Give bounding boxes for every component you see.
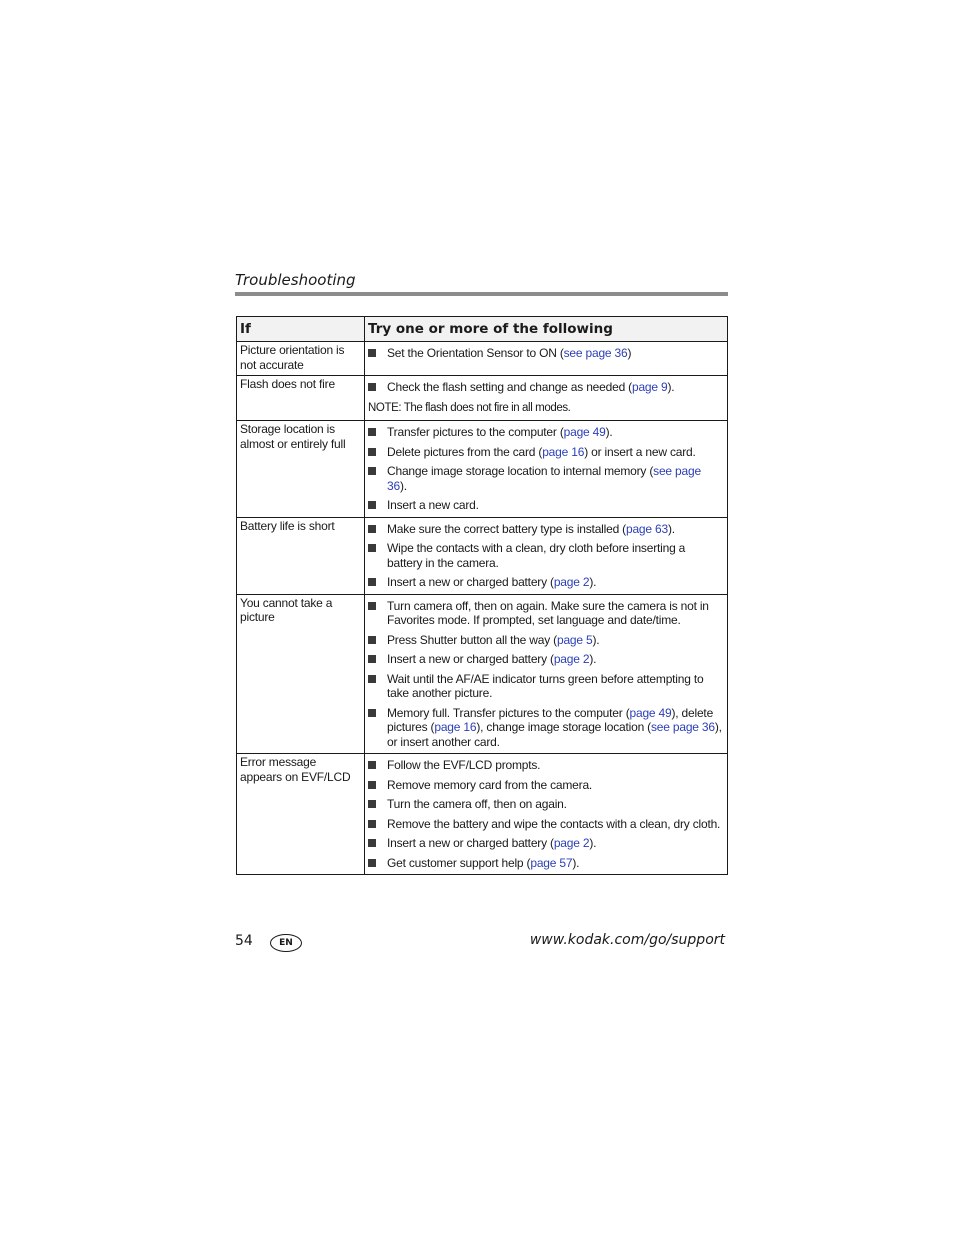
action-text: Remove memory card from the camera.	[387, 777, 593, 792]
condition-cell: Flash does not fire	[237, 376, 365, 421]
column-header-if: If	[237, 317, 365, 342]
action-text: Transfer pictures to the computer (	[387, 425, 564, 439]
action-text: ).	[572, 855, 580, 870]
action-text: ).	[589, 652, 597, 666]
table-row	[237, 517, 728, 594]
action-list	[368, 522, 723, 590]
condition-cell: You cannot take a picture	[237, 594, 365, 754]
square-bullet-icon	[368, 709, 376, 717]
action-item	[368, 522, 723, 537]
action-item	[368, 445, 723, 460]
condition-cell: Picture orientation is not accurate	[237, 342, 365, 376]
action-text: Remove the battery and wipe the contacts with a clean, dry cloth.	[387, 816, 721, 831]
action-item	[368, 817, 723, 832]
action-text: Get customer support help (	[387, 855, 531, 870]
square-bullet-icon	[368, 467, 376, 475]
actions-cell	[365, 342, 728, 376]
square-bullet-icon	[368, 349, 376, 357]
square-bullet-icon	[368, 525, 376, 533]
action-list	[368, 425, 723, 513]
page-link[interactable]: page 2	[553, 836, 590, 850]
page-link[interactable]: page 63	[625, 521, 668, 536]
action-text: ).	[589, 575, 597, 589]
square-bullet-icon	[368, 781, 376, 789]
action-item	[368, 706, 723, 750]
action-text: Check the flash setting and change as needed (	[387, 380, 632, 394]
action-text: Follow the EVF/LCD prompts.	[387, 758, 541, 772]
action-text: ).	[605, 425, 613, 439]
action-item	[368, 758, 723, 773]
actions-cell	[365, 421, 728, 518]
page-link[interactable]: page 2	[553, 575, 590, 589]
action-item	[368, 856, 723, 871]
action-text: ), change image storage location (	[476, 720, 651, 734]
action-item	[368, 778, 723, 793]
section-title: Troubleshooting	[235, 271, 356, 289]
table-row	[237, 754, 728, 875]
action-text: ).	[667, 380, 675, 394]
square-bullet-icon	[368, 602, 376, 610]
action-text: Insert a new or charged battery (	[387, 652, 554, 666]
table-row	[237, 594, 728, 754]
square-bullet-icon	[368, 501, 376, 509]
action-text: Turn camera off, then on again. Make sure the camera is not in Favorites mode. If prompted, set language and date/time.	[387, 598, 709, 627]
table-row	[237, 376, 728, 421]
page-link[interactable]: page 9	[631, 380, 668, 394]
page-link[interactable]: page 57	[530, 855, 573, 870]
action-text: Press Shutter button all the way (	[387, 632, 557, 647]
action-item	[368, 599, 723, 628]
actions-cell	[365, 754, 728, 875]
action-item	[368, 498, 723, 513]
square-bullet-icon	[368, 800, 376, 808]
page-link[interactable]: see page 36	[650, 720, 715, 734]
action-text: ).	[399, 478, 407, 493]
action-item	[368, 797, 723, 812]
action-text: Wipe the contacts with a clean, dry cloth before inserting a battery in the camera.	[387, 541, 686, 570]
square-bullet-icon	[368, 655, 376, 663]
action-text: Delete pictures from the card (	[387, 444, 543, 459]
square-bullet-icon	[368, 448, 376, 456]
page-link[interactable]: page 16	[542, 444, 585, 459]
page-link[interactable]: see page 36	[563, 346, 628, 360]
action-item	[368, 425, 723, 440]
square-bullet-icon	[368, 839, 376, 847]
table-header-row	[237, 317, 728, 342]
table-row	[237, 342, 728, 376]
action-text: Turn the camera off, then on again.	[387, 797, 567, 811]
action-text: Memory full. Transfer pictures to the computer (	[387, 705, 630, 720]
action-text: Insert a new or charged battery (	[387, 575, 554, 589]
square-bullet-icon	[368, 428, 376, 436]
action-list	[368, 380, 723, 395]
action-item	[368, 346, 723, 361]
action-item	[368, 836, 723, 851]
square-bullet-icon	[368, 761, 376, 769]
page-link[interactable]: page 49	[563, 425, 606, 439]
action-text: ), delete pictures (	[387, 705, 714, 734]
action-item	[368, 633, 723, 648]
square-bullet-icon	[368, 859, 376, 867]
action-item	[368, 541, 723, 570]
language-badge: EN	[270, 934, 302, 952]
troubleshooting-table	[236, 316, 728, 875]
page-number: 54	[235, 933, 253, 949]
action-text: Make sure the correct battery type is installed (	[387, 521, 626, 536]
action-item	[368, 575, 723, 590]
page-link[interactable]: page 5	[556, 632, 593, 647]
note-text: NOTE: The flash does not fire in all modes.	[368, 401, 571, 414]
action-text: Change image storage location to internal memory (	[387, 464, 654, 478]
page-link[interactable]: see page 36	[387, 464, 701, 493]
action-item	[368, 464, 723, 493]
actions-cell	[365, 517, 728, 594]
action-text: )	[627, 346, 632, 360]
column-header-try: Try one or more of the following	[365, 317, 728, 342]
page-link[interactable]: page 2	[553, 652, 590, 666]
square-bullet-icon	[368, 544, 376, 552]
actions-cell	[365, 594, 728, 754]
action-item	[368, 672, 723, 701]
header-rule	[235, 292, 728, 296]
square-bullet-icon	[368, 578, 376, 586]
support-url[interactable]: www.kodak.com/go/support	[529, 932, 725, 948]
actions-cell	[365, 376, 728, 421]
square-bullet-icon	[368, 636, 376, 644]
condition-cell: Error message appears on EVF/LCD	[237, 754, 365, 875]
action-text: Insert a new card.	[387, 498, 479, 512]
action-text: Insert a new or charged battery (	[387, 836, 554, 850]
action-text: ).	[589, 836, 597, 850]
square-bullet-icon	[368, 383, 376, 391]
condition-cell: Battery life is short	[237, 517, 365, 594]
table-row	[237, 421, 728, 518]
action-text: ), or insert another card.	[387, 720, 722, 749]
action-text: ).	[592, 632, 600, 647]
action-list	[368, 346, 723, 361]
action-text: Set the Orientation Sensor to ON (	[387, 346, 564, 360]
action-item	[368, 380, 723, 395]
square-bullet-icon	[368, 675, 376, 683]
action-text: ).	[667, 521, 675, 536]
table-body	[237, 342, 728, 875]
action-text: ) or insert a new card.	[584, 444, 696, 459]
action-list	[368, 758, 723, 870]
action-text: Wait until the AF/AE indicator turns green before attempting to take another picture.	[387, 671, 704, 700]
action-list	[368, 599, 723, 750]
square-bullet-icon	[368, 820, 376, 828]
condition-cell: Storage location is almost or entirely full	[237, 421, 365, 518]
page-link[interactable]: page 16	[434, 720, 477, 734]
page-link[interactable]: page 49	[629, 705, 672, 720]
action-item	[368, 652, 723, 667]
